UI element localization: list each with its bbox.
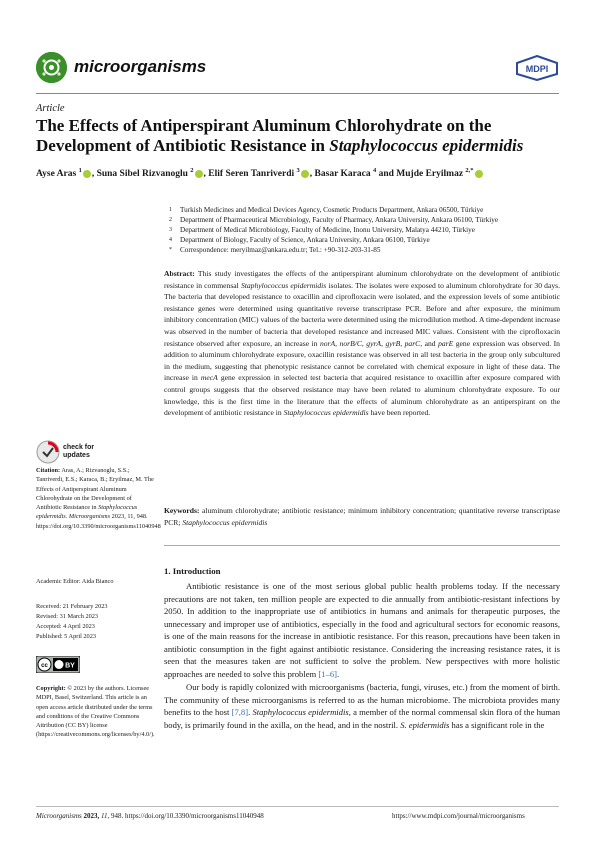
section-divider	[164, 545, 560, 546]
author-name[interactable]: Suna Sibel Rizvanoglu	[96, 169, 188, 180]
author-list: Ayse Aras $^1$ , Suna Sibel Rizvanoglu $^2$ , Elif Seren Tanriverdi $^3$ , Basar Karaca $^4$ and Mujde Eryilmaz $^{2,*}$	[36, 167, 484, 179]
copyright-notice: Copyright: © 2023 by the authors. Licensee MDPI, Basel, Switzerland. This article is an open access article distributed under the terms and conditions of the Creative Commons Attribution (CC BY) license (https://creativecommons.org/licenses/by/4.0/).	[36, 685, 155, 739]
title-line-2: Development of Antibiotic Resistance in Staphylococcus epidermidis	[36, 136, 524, 155]
svg-text:BY: BY	[65, 662, 75, 670]
footer-citation: Microorganisms 2023, 11, 948. https://doi.org/10.3390/microorganisms11040948	[36, 812, 264, 820]
published-date: Published: 5 April 2023	[36, 633, 96, 640]
paragraph: Our body is rapidly colonized with microorganisms (bacteria, fungi, viruses, etc.) from the moment of birth. The community of these microorganisms is referred to as the human microbiome. The microbiota provides many benefits to the host [7,8]. Staphylococcus epidermidis, a member of the normal commensal skin flora of the human body, is primarily found in the axilla, on the head, and in the nostril. S. epidermidis has a significant role in the	[164, 682, 561, 730]
journal-logo-icon	[36, 52, 67, 83]
orcid-icon[interactable]	[83, 170, 91, 178]
section-heading: 1. Introduction	[164, 566, 221, 576]
header-rule	[36, 93, 559, 94]
svg-text:MDPI: MDPI	[525, 64, 549, 74]
academic-editor: Academic Editor: Aida Bianco	[36, 578, 114, 585]
check-for-updates-label[interactable]: check for updates	[63, 444, 95, 459]
revised-date: Revised: 31 March 2023	[36, 613, 99, 620]
mdpi-logo-icon	[515, 55, 559, 81]
orcid-icon[interactable]	[195, 170, 203, 178]
author-name[interactable]: Ayse Aras	[36, 169, 77, 180]
author-name[interactable]: Mujde Eryilmaz	[396, 169, 464, 180]
citation-link[interactable]: [1–6]	[318, 668, 338, 679]
cc-by-license-icon[interactable]	[36, 656, 80, 673]
received-date: Received: 21 February 2023	[36, 603, 108, 610]
citation-block: Citation: Aras, A.; Rizvanoglu, S.S.; Tanriverdi, E.S.; Karaca, B.; Eryilmaz, M. The Effects of Antiperspirant Aluminum Chlorohydrate on the Development of Antibiotic Resistance in Staphylococcus epidermidis. Microorganisms 2023, 11, 948. https://doi.org/10.3390/microorganisms11040948	[36, 467, 161, 530]
journal-url-link[interactable]: https://www.mdpi.com/journal/microorganisms	[392, 812, 525, 820]
citation-link[interactable]: [7,8]	[231, 707, 249, 717]
svg-text:cc: cc	[41, 663, 48, 669]
article-type: Article	[36, 103, 65, 114]
journal-name: microorganisms	[74, 57, 207, 76]
title-line-1: The Effects of Antiperspirant Aluminum Chlorohydrate on the	[36, 116, 492, 135]
paragraph: Antibiotic resistance is one of the most serious global public health problems today. If the necessary precautions are not taken, ten million people are expected to die annually from antibiotic-resistant infections by 2050. In addition to the inappropriate use of antibiotics in humans and animals for therapeutic purposes, the unnecessary and improper use of antibiotics, especially in the food and agricultural sectors for economic reasons, is one of the main reasons for the increase in antibiotic resistance. For this reason, precautions have been taken in antibiotic consumption in the fight against antibiotic resistance. Considering the increasing resistance rates, it is seen that the measures taken are not sufficient to solve the problem. New perspectives with more holistic approaches are needed to solve this problem [1–6].	[164, 581, 560, 679]
orcid-icon[interactable]	[475, 170, 483, 178]
orcid-icon[interactable]	[301, 170, 309, 178]
check-for-updates-icon[interactable]	[36, 440, 60, 464]
keywords: Keywords: aluminum chlorohydrate; antibiotic resistance; minimum inhibitory concentration; quantitative reverse transcriptase PCR; Staphylococcus epidermidis	[164, 506, 560, 527]
footer-rule	[36, 806, 559, 807]
author-name[interactable]: Basar Karaca	[314, 169, 371, 180]
article-title	[36, 116, 561, 156]
abstract: Abstract: This study investigates the effects of the antiperspirant aluminum chlorohydrate on the development of antibiotic resistance in commensal Staphylococcus epidermidis isolates. The isolates were exposed to aluminum chlorohydrate for 30 days. The bacteria that developed resistance to oxacillin and ciprofloxacin were isolated, and the expression levels of some antibiotic resistance genes were determined using quantitative reverse transcriptase PCR. Before and after exposure, the minimum inhibitory concentration (MIC) values of the bacteria were determined using the microdilution method. A time-dependent increase was observed in the number of bacteria that developed resistance and increased MIC values. Consistent with the ciprofloxacin resistance observed after exposure, an increase in norA, norB/C, gyrA, gyrB, parC, and parE gene expression was observed. In addition to aluminum chlorohydrate exposure, oxacillin resistance was observed in all test bacteria in the group only subcultured in the medium, suggesting that phenotypic resistance cannot be correlated with chemical exposure in light of these data. The increase in mecA gene expression in selected test bacteria that acquired resistance to oxacillin after exposure compared with control groups suggests that the observed resistance may have been related to aluminum chlorohydrate exposure. To our knowledge, this is the first time in the literature that the effects of aluminum chlorohydrate as an antiperspirant on the development of antibiotic resistance in Staphylococcus epidermidis have been reported.	[164, 269, 560, 418]
accepted-date: Accepted: 4 April 2023	[36, 623, 95, 630]
author-name[interactable]: Elif Seren Tanriverdi	[208, 169, 295, 180]
